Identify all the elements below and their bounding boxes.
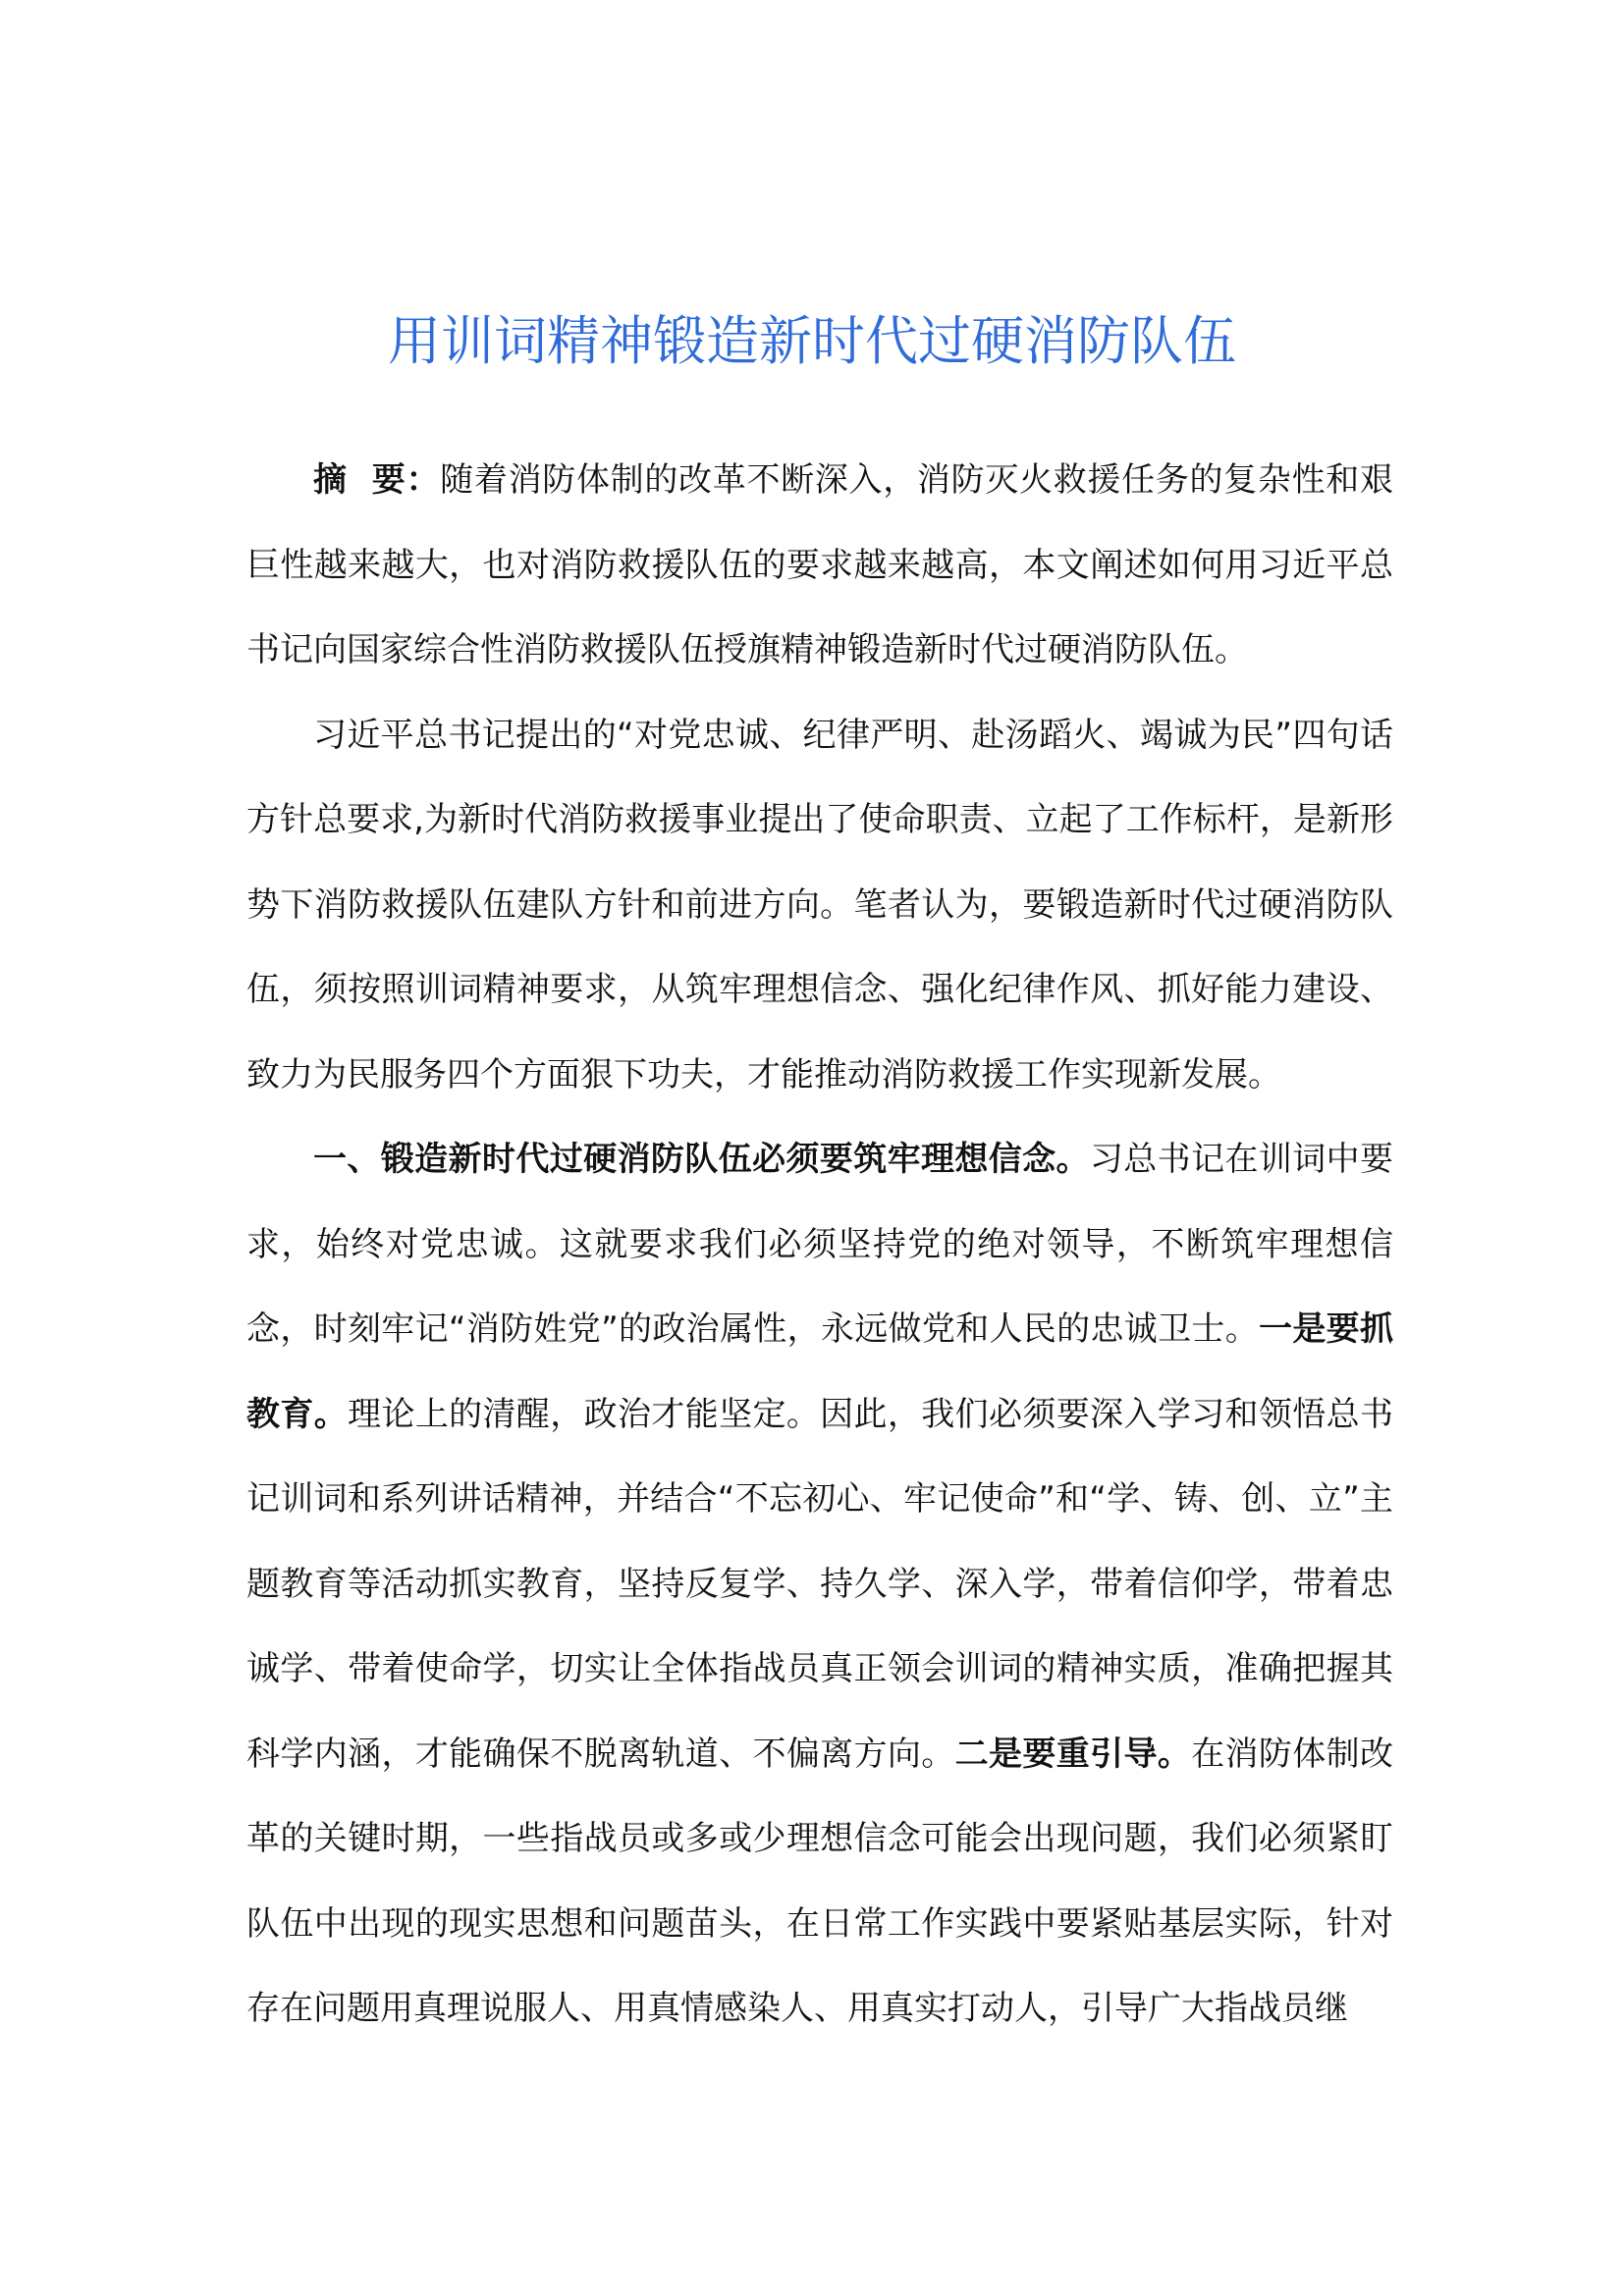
point-1-label: 一是要抓教育。 bbox=[246, 1309, 1393, 1434]
abstract-text: 随着消防体制的改革不断深入，消防灭火救援任务的复杂性和艰巨性越来越大，也对消防救援队伍的要求越来越高，本文阐述如何用习近平总书记向国家综合性消防救援队伍授旗精神锻造新时代过硬消防队伍。 bbox=[246, 460, 1393, 669]
document-body bbox=[246, 438, 1393, 2052]
intro-text: 习近平总书记提出的“对党忠诚、纪律严明、赴汤蹈火、竭诚为民”四句话方针总要求,为新时代消防救援事业提出了使命职责、立起了工作标杆，是新形势下消防救援队伍建队方针和前进方向。笔者认为，要锻造新时代过硬消防队伍，须按照训词精神要求，从筑牢理想信念、强化纪律作风、抓好能力建设、致力为民服务四个方面狠下功夫，才能推动消防救援工作实现新发展。 bbox=[246, 715, 1393, 1095]
abstract-paragraph bbox=[246, 438, 1393, 693]
section-1-paragraph bbox=[246, 1117, 1393, 2052]
abstract-label: 摘 要： bbox=[313, 460, 441, 500]
document-title: 用训词精神锻造新时代过硬消防队伍 bbox=[388, 310, 1236, 372]
section-1-text: 习总书记在训词中要求，始终对党忠诚。这就要求我们必须坚持党的绝对领导，不断筑牢理想信念，时刻牢记“消防姓党”的政治属性，永远做党和人民的忠诚卫士。 bbox=[246, 1140, 1394, 1349]
point-1-text: 理论上的清醒，政治才能坚定。因此，我们必须要深入学习和领悟总书记训词和系列讲话精神，并结合“不忘初心、牢记使命”和“学、铸、创、立”主题教育等活动抓实教育，坚持反复学、持久学、深入学，带着信仰学，带着忠诚学、带着使命学，切实让全体指战员真正领会训词的精神实质，准确把握其科学内涵，才能确保不脱离轨道、不偏离方向。 bbox=[246, 1394, 1394, 1774]
point-2-text: 在消防体制改革的关键时期，一些指战员或多或少理想信念可能会出现问题，我们必须紧盯队伍中出现的现实思想和问题苗头，在日常工作实践中要紧贴基层实际，针对存在问题用真理说服人、用真情感染人、用真实打动人，引导广大指战员继 bbox=[246, 1734, 1394, 2028]
intro-paragraph bbox=[246, 693, 1393, 1118]
point-2-label: 二是要重引导。 bbox=[954, 1734, 1192, 1774]
section-1-heading: 一、锻造新时代过硬消防队伍必须要筑牢理想信念。 bbox=[313, 1140, 1090, 1179]
